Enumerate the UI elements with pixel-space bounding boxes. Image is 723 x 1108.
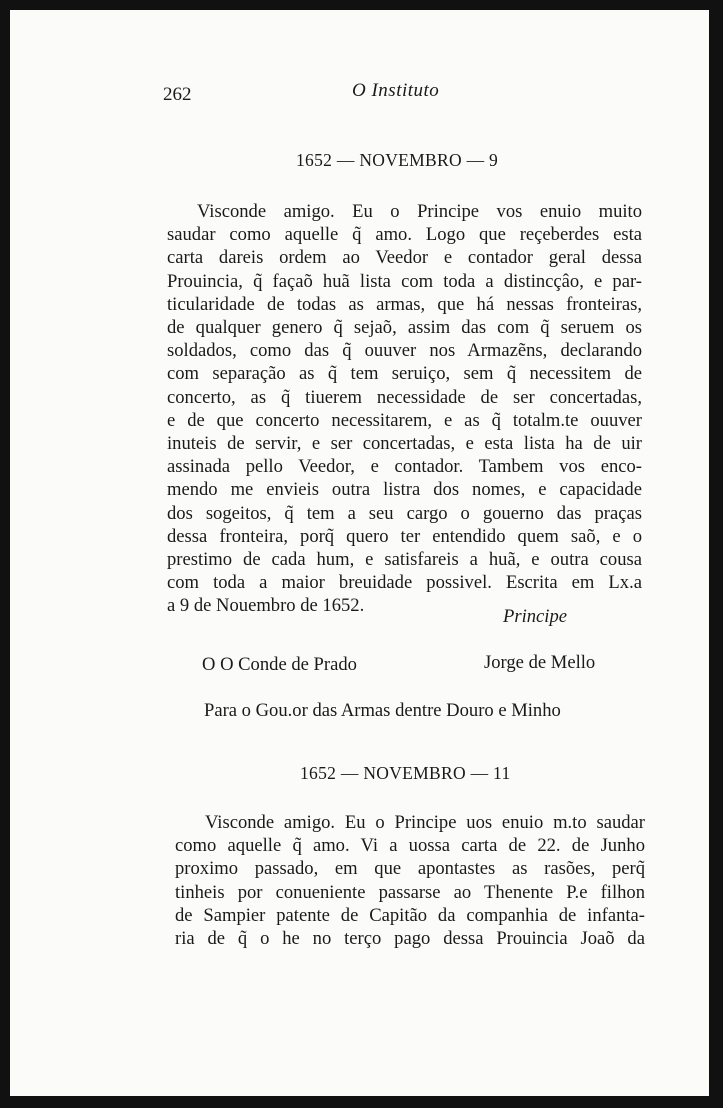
text-line: mendo me envieis outra listra dos nomes, e capacidade [167, 479, 642, 501]
signer: Principe [503, 606, 568, 627]
page-number: 262 [163, 84, 192, 105]
text-line: dos sogeitos, q̃ tem a seu cargo o gouerno das praças [167, 502, 642, 524]
text-line: saudar como aquelle q̃ amo. Logo que reçeberdes esta [167, 224, 642, 246]
countersign-right: Jorge de Mello [484, 652, 596, 673]
text-line: Prouincia, q̃ façaõ huã lista com toda a distincçâo, e par- [167, 270, 642, 292]
text-line: com separação as q̃ tem seruiço, sem q̃ necessitem de [167, 363, 642, 385]
text-line: a 9 de Nouembro de 1652. [167, 595, 365, 617]
letter2-body [175, 811, 645, 950]
letter1-body [167, 200, 642, 618]
letter2-date: 1652 — NOVEMBRO — 11 [300, 763, 511, 783]
text-line: carta dareis ordem ao Veedor e contador geral dessa [167, 247, 642, 269]
text-line: concerto, as q̃ tiuerem necessidade de ser concertadas, [167, 386, 642, 408]
text-line: ria de q̃ o he no terço pago dessa Prouincia Joaõ da [175, 928, 645, 950]
countersign-left: O O Conde de Prado [202, 654, 357, 675]
text-line: de qualquer genero q̃ sejaõ, assim das com q̃ seruem os [167, 317, 642, 339]
text-line: soldados, como das q̃ ouuver nos Armazẽns, declarando [167, 340, 642, 362]
recipient: Para o Gou.or das Armas dentre Douro e Minho [204, 700, 561, 721]
text-line: prestimo de cada hum, e satisfareis a huã, e outra cousa [167, 549, 642, 571]
text-line: proximo passado, em que apontastes as rasões, perq̃ [175, 858, 645, 880]
text-line: como aquelle q̃ amo. Vi a uossa carta de 22. de Junho [175, 835, 645, 857]
text-line: de Sampier patente de Capitão da companhia de infanta- [175, 904, 645, 926]
running-title: O Instituto [352, 80, 440, 101]
text-line: Visconde amigo. Eu o Principe vos enuio muito [197, 201, 642, 222]
text-line: Visconde amigo. Eu o Principe uos enuio m.to saudar [205, 812, 645, 833]
text-line: e de que concerto necessitarem, e as q̃ totalm.te ouuver [167, 409, 642, 431]
letter1-date: 1652 — NOVEMBRO — 9 [296, 150, 499, 170]
text-line: assinada pello Veedor, e contador. Tambem vos enco- [167, 456, 642, 478]
text-line: dessa fronteira, porq̃ quero ter entendido quem saõ, e o [167, 525, 642, 547]
text-line: com toda a maior breuidade possivel. Escrita em Lx.a [167, 572, 642, 594]
text-line: inuteis de servir, e ser concertadas, e esta lista ha de uir [167, 433, 642, 455]
text-line: tinheis por conueniente passarse ao Thenente P.e filhon [175, 881, 645, 903]
text-line: ticularidade de todas as armas, que há nessas fronteiras, [167, 293, 642, 315]
